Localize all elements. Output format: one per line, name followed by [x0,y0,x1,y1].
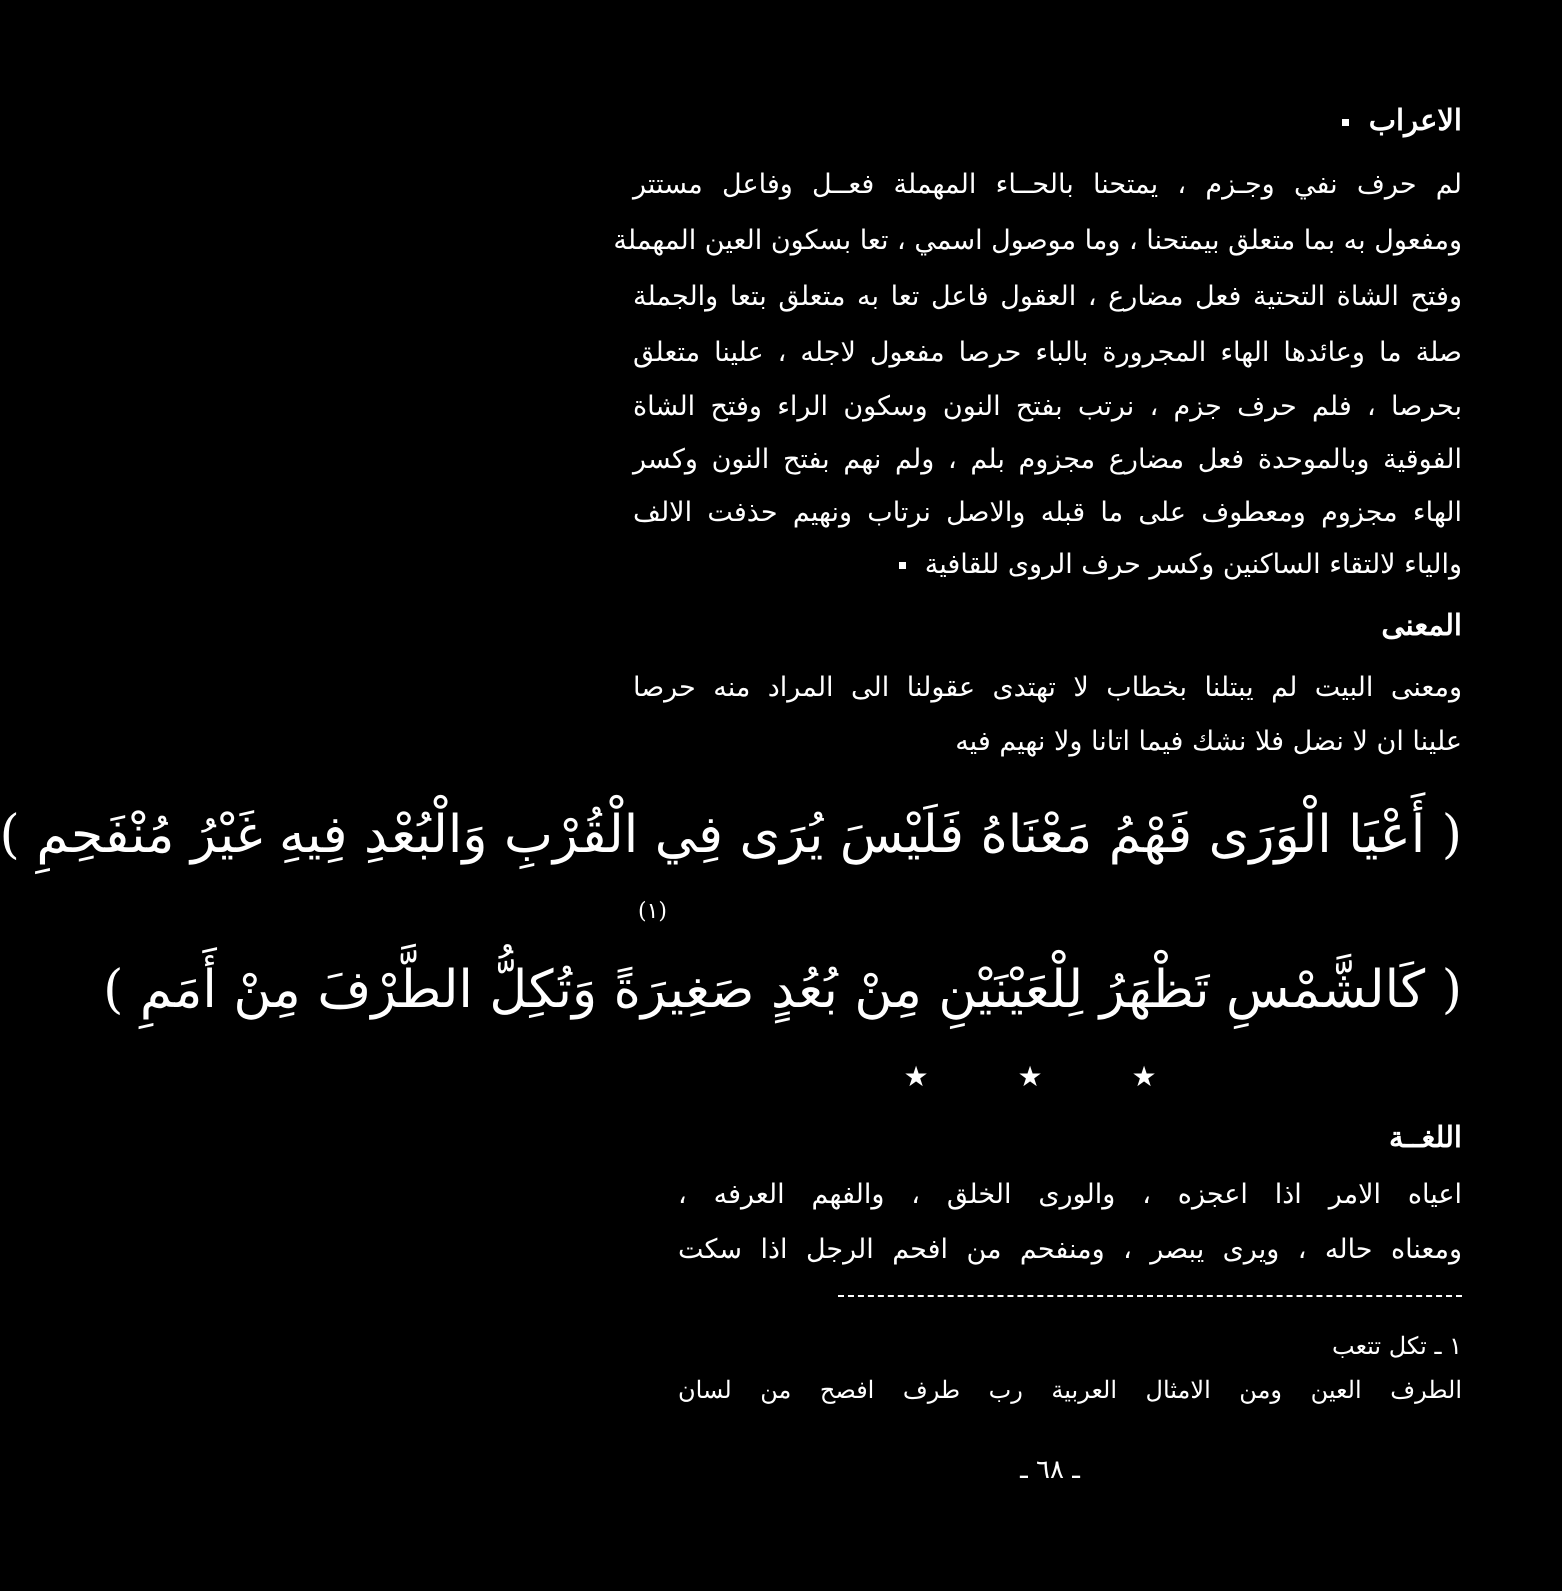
language-line-2: ومعناه حاله ، ويرى يبصر ، ومنفحم من افحم الرجل اذا سكت [678,1234,1462,1265]
footnote-rule [838,1295,1462,1297]
irab-line-8-text: والياء لالتقاء الساكنين وكسر حرف الروى للقافية [924,549,1462,580]
irab-heading [1332,100,1462,140]
irab-line-2: ومفعول به بما متعلق بيمتحنا ، وما موصول اسمي ، تعا بسكون العين المهملة [613,225,1462,256]
language-line-1: اعياه الامر اذا اعجزه ، والورى الخلق ، والفهم العرفه ، [678,1179,1462,1210]
meaning-line-1: ومعنى البيت لم يبتلنا بخطاب لا تهتدى عقولنا الى المراد منه حرصا [633,672,1462,703]
section-separator-stars: ★ ★ ★ [903,1060,1197,1093]
irab-line-7: الهاء مجزوم ومعطوف على ما قبله والاصل نرتاب ونهيم حذفت الالف [633,497,1462,528]
irab-line-3: وفتح الشاة التحتية فعل مضارع ، العقول فاعل تعا به متعلق بتعا والجملة [633,281,1462,312]
heading-bullet [1342,119,1349,126]
footnote-line-2: الطرف العين ومن الامثال العربية رب طرف افصح من لسان [678,1376,1462,1404]
verse-line-2: ( كَالشَّمْسِ تَظْهَرُ لِلْعَيْنَيْنِ مِنْ بُعُدٍ صَغِيرَةً وَتُكِلُّ الطَّرْفَ مِنْ أَمَمِ ) [103,960,1462,1020]
language-heading: اللغــة [1388,1120,1462,1154]
line-end-bullet [899,562,906,569]
irab-line-4: صلة ما وعائدها الهاء المجرورة بالباء حرصا مفعول لاجله ، علينا متعلق [633,337,1462,368]
irab-line-1: لم حرف نفي وجـزم ، يمتحنا بالحــاء المهملة فعــل وفاعل مستتر [633,169,1462,200]
meaning-line-2: علينا ان لا نضل فلا نشك فيما اتانا ولا نهيم فيه [955,726,1462,757]
irab-line-5: بحرصا ، فلم حرف جزم ، نرتب بفتح النون وسكون الراء وفتح الشاة [633,391,1462,422]
irab-heading-text: الاعراب [1368,103,1462,137]
verse-line-1: ( أَعْيَا الْوَرَى فَهْمُ مَعْنَاهُ فَلَيْسَ يُرَى فِي الْقُرْبِ وَالْبُعْدِ فِيهِ غَيْرُ مُنْفَحِمِ ) [0,805,1462,865]
page-number: ـ ٦٨ ـ [1020,1455,1080,1485]
irab-line-6: الفوقية وبالموحدة فعل مضارع مجزوم بلم ، ولم نهم بفتح النون وكسر [633,444,1462,475]
meaning-heading: المعنى [1381,608,1462,642]
verse-number: (١) [638,899,668,924]
irab-line-8 [878,545,1462,585]
footnote-line-1: ١ ـ تكل تتعب [1332,1332,1462,1360]
